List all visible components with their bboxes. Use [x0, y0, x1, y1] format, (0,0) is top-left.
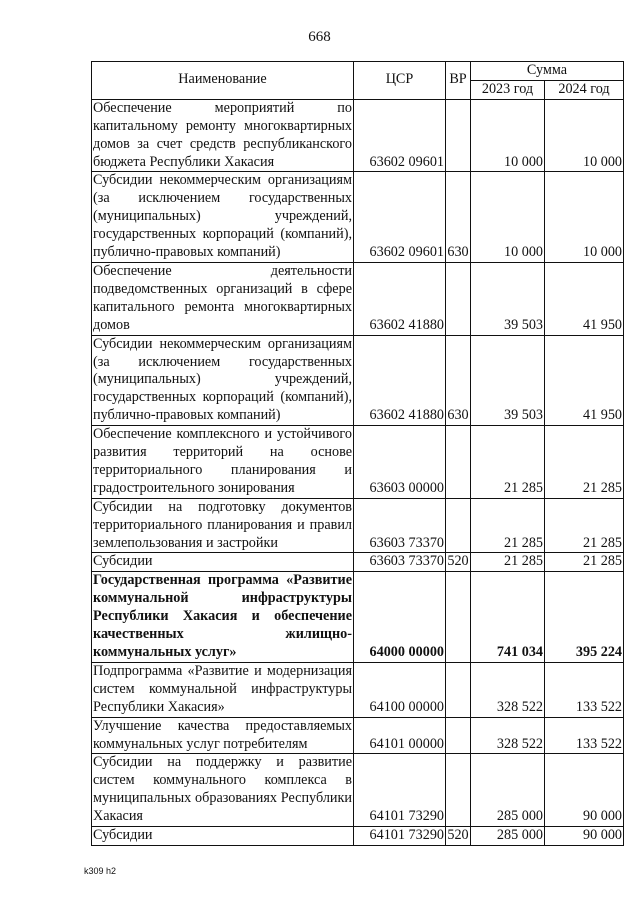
row-value-2024-cell: 21 285: [545, 426, 624, 499]
row-csr-cell: 63602 09601: [354, 99, 446, 172]
row-value-2023-cell: 741 034: [471, 572, 545, 663]
row-value-2023-cell: 285 000: [471, 754, 545, 827]
row-value-2023-cell: 328 522: [471, 717, 545, 754]
budget-table: [91, 61, 624, 846]
row-vr-cell: 520: [446, 827, 471, 846]
row-vr-cell: [446, 754, 471, 827]
row-value-2024-cell: 41 950: [545, 262, 624, 335]
row-name-cell: Субсидии: [92, 553, 354, 572]
header-year-2024: 2024 год: [545, 80, 624, 99]
row-name-cell: Субсидии: [92, 827, 354, 846]
row-value-2024-cell: 21 285: [545, 498, 624, 553]
row-vr-cell: [446, 572, 471, 663]
row-value-2024-cell: 10 000: [545, 99, 624, 172]
header-name: Наименование: [92, 62, 354, 100]
row-csr-cell: 64101 73290: [354, 827, 446, 846]
table-row: [92, 172, 624, 263]
row-name-cell: Субсидии на подготовку документов территориального планирования и правил землепользования и застройки: [92, 498, 354, 553]
row-vr-cell: [446, 662, 471, 717]
row-value-2024-cell: 10 000: [545, 172, 624, 263]
row-value-2023-cell: 10 000: [471, 99, 545, 172]
row-csr-cell: 63602 09601: [354, 172, 446, 263]
row-value-2023-cell: 21 285: [471, 498, 545, 553]
footer-code: k309 h2: [84, 866, 117, 876]
row-name-cell: Государственная программа «Развитие коммунальной инфраструктуры Республики Хакасия и обеспечение качественных жилищно-коммунальных услуг»: [92, 572, 354, 663]
row-vr-cell: [446, 99, 471, 172]
row-vr-cell: [446, 498, 471, 553]
row-value-2024-cell: 395 224: [545, 572, 624, 663]
table-row: [92, 553, 624, 572]
table-row: [92, 717, 624, 754]
table-row: [92, 262, 624, 335]
row-value-2023-cell: 10 000: [471, 172, 545, 263]
row-value-2023-cell: 21 285: [471, 553, 545, 572]
page-number: 668: [308, 29, 331, 45]
row-value-2024-cell: 21 285: [545, 553, 624, 572]
table-header-row: [92, 62, 624, 81]
table-row: [92, 572, 624, 663]
row-csr-cell: 64000 00000: [354, 572, 446, 663]
row-value-2023-cell: 39 503: [471, 335, 545, 426]
table-row: [92, 827, 624, 846]
row-csr-cell: 63602 41880: [354, 335, 446, 426]
row-name-cell: Субсидии на поддержку и развитие систем коммунального комплекса в муниципальных образованиях Республики Хакасия: [92, 754, 354, 827]
row-csr-cell: 64100 00000: [354, 662, 446, 717]
row-value-2024-cell: 133 522: [545, 717, 624, 754]
table-row: [92, 754, 624, 827]
row-vr-cell: 520: [446, 553, 471, 572]
row-vr-cell: 630: [446, 172, 471, 263]
row-name-cell: Улучшение качества предоставляемых коммунальных услуг потребителям: [92, 717, 354, 754]
table-row: [92, 426, 624, 499]
row-value-2023-cell: 285 000: [471, 827, 545, 846]
row-csr-cell: 63603 73370: [354, 553, 446, 572]
row-name-cell: Обеспечение мероприятий по капитальному ремонту многоквартирных домов за счет средств республиканского бюджета Республики Хакасия: [92, 99, 354, 172]
row-name-cell: Подпрограмма «Развитие и модернизация систем коммунальной инфраструктуры Республики Хакасия»: [92, 662, 354, 717]
row-value-2024-cell: 133 522: [545, 662, 624, 717]
header-year-2023: 2023 год: [471, 80, 545, 99]
row-name-cell: Субсидии некоммерческим организациям (за исключением государственных (муниципальных) учреждений, государственных корпораций (компаний), публично-правовых компаний): [92, 172, 354, 263]
table-row: [92, 99, 624, 172]
row-value-2024-cell: 41 950: [545, 335, 624, 426]
table-row: [92, 662, 624, 717]
row-name-cell: Субсидии некоммерческим организациям (за исключением государственных (муниципальных) учреждений, государственных корпораций (компаний), публично-правовых компаний): [92, 335, 354, 426]
row-value-2024-cell: 90 000: [545, 827, 624, 846]
table-row: [92, 335, 624, 426]
row-csr-cell: 64101 00000: [354, 717, 446, 754]
header-vr: ВР: [446, 62, 471, 100]
row-vr-cell: 630: [446, 335, 471, 426]
row-name-cell: Обеспечение комплексного и устойчивого развития территорий на основе территориального планирования и градостроительного зонирования: [92, 426, 354, 499]
row-vr-cell: [446, 717, 471, 754]
row-value-2023-cell: 39 503: [471, 262, 545, 335]
table-row: [92, 498, 624, 553]
row-value-2023-cell: 21 285: [471, 426, 545, 499]
row-csr-cell: 64101 73290: [354, 754, 446, 827]
row-vr-cell: [446, 426, 471, 499]
header-csr: ЦСР: [354, 62, 446, 100]
row-csr-cell: 63602 41880: [354, 262, 446, 335]
header-sum: Сумма: [471, 62, 624, 81]
row-csr-cell: 63603 73370: [354, 498, 446, 553]
row-value-2024-cell: 90 000: [545, 754, 624, 827]
table-body: [92, 99, 624, 845]
row-csr-cell: 63603 00000: [354, 426, 446, 499]
row-value-2023-cell: 328 522: [471, 662, 545, 717]
row-vr-cell: [446, 262, 471, 335]
row-name-cell: Обеспечение деятельности подведомственных организаций в сфере капитального ремонта многоквартирных домов: [92, 262, 354, 335]
